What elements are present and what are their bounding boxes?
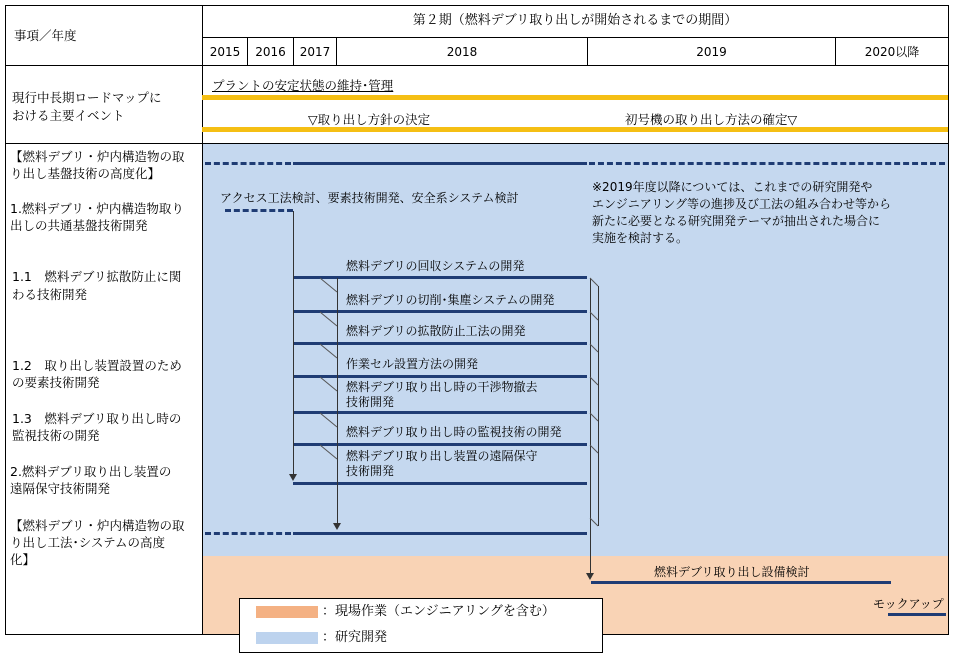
system-solid-line [293,532,587,535]
period-title: 第２期（燃料デブリ取り出しが開始されるまでの期間） [412,13,738,28]
left-item-0: 【燃料デブリ・炉内構造物の取 り出し基盤技術の高度化】 [10,149,185,181]
task-maintenance: 燃料デブリ取り出し装置の遠隔保守 技術開発 [346,449,538,478]
left-item-5: 2.燃料デブリ取り出し装置の 遠隔保守技術開発 [10,464,172,496]
left-item-4: 1.3 燃料デブリ取り出し時の 監視技術の開発 [12,411,182,443]
task-equipment: 燃料デブリ取り出し設備検討 [654,565,810,579]
task-access: アクセス工法検討、要素技術開発、安全系システム検討 [220,191,519,205]
legend-rnd-swatch [256,632,318,644]
task-monitoring: 燃料デブリ取り出し時の監視技術の開発 [346,425,562,439]
left-item-1: 1.燃料デブリ・炉内構造物取り 出しの共通基盤技術開発 [10,201,184,233]
year-2018: 2018 [446,45,478,59]
year-2015: 2015 [209,45,241,59]
year-2017: 2017 [299,45,331,59]
year-2020-onward: 2020以降 [864,45,920,59]
event-first-unit-method: 初号機の取り出し方法の確定▽ [625,112,798,127]
left-item-2: 1.1 燃料デブリ拡散防止に関 わる技術開発 [12,269,182,302]
task-diffusion: 燃料デブリの拡散防止工法の開発 [346,324,526,338]
year-2019: 2019 [696,45,727,59]
legend-rnd-label: ：研究開発 [322,630,388,645]
left-item-6: 【燃料デブリ・炉内構造物の取 り出し工法･システムの高度 化】 [10,518,185,567]
task-cutting: 燃料デブリの切削･集塵システムの開発 [346,293,555,307]
legend-field-swatch [256,606,318,618]
future-note: ※2019年度以降については、これまでの研究開発や エンジニアリング等の進捗及び工法の組み合わせ等から 新たに必要となる研究開発テーマが抽出された場合に 実施を検討する。 [592,180,891,245]
task-interference: 燃料デブリ取り出し時の干渉物撤去 技術開発 [346,380,538,409]
corner-header: 事項／年度 [14,28,77,43]
task-recovery: 燃料デブリの回収システムの開発 [346,259,525,273]
year-2016: 2016 [255,45,286,59]
equipment-bar [591,581,891,584]
left-item-3: 1.2 取り出し装置設置のため の要素技術開発 [12,358,182,390]
task-cell: 作業セル設置方法の開発 [346,357,479,371]
task-mockup: モックアップ [873,597,944,611]
mockup-bar [888,613,946,616]
legend-field-label: ：現場作業（エンジニアリングを含む） [322,604,555,619]
system-dashed-line-left [205,532,291,535]
roadmap-label: 現行中長期ロードマップに おける主要イベント [12,90,162,123]
event-plant-maintenance: プラントの安定状態の維持･管理 [212,78,394,93]
event-policy-decision: ▽取り出し方針の決定 [308,112,431,127]
